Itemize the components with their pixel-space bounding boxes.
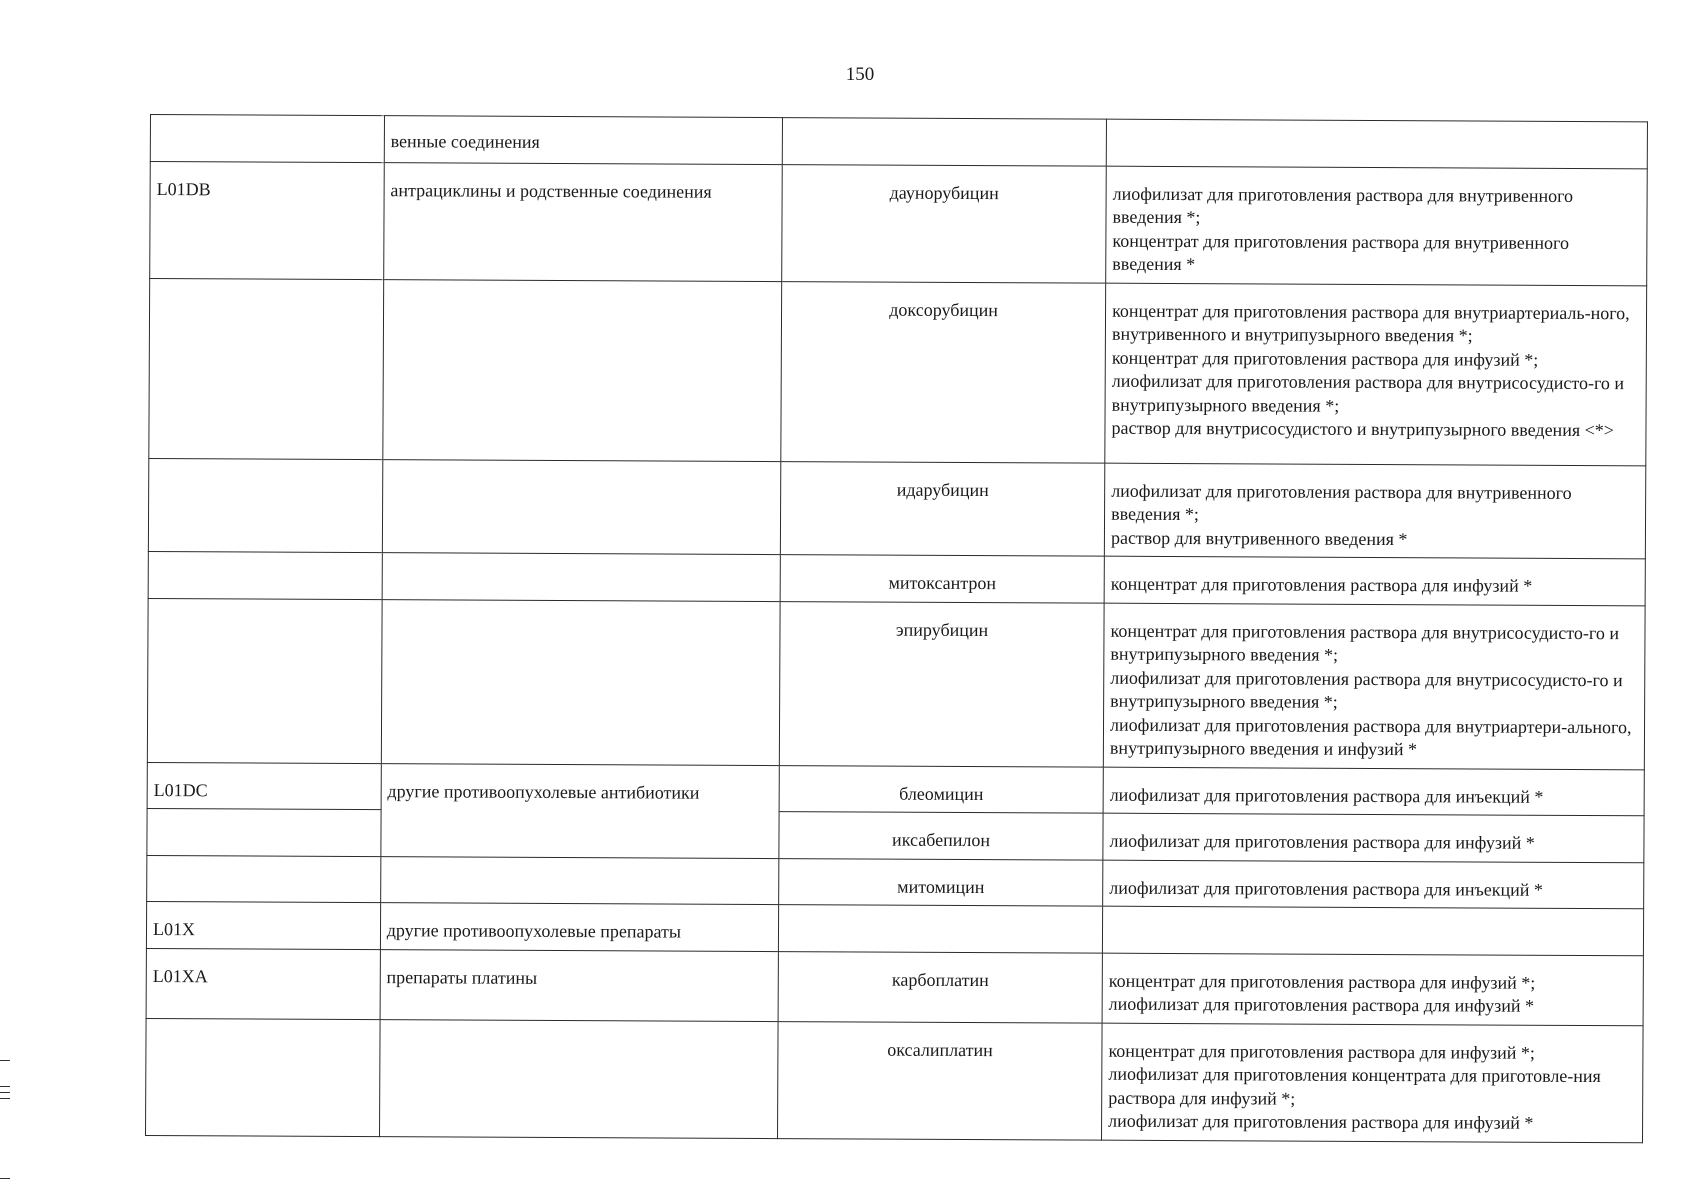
atc-code-cell xyxy=(149,278,384,459)
group-name-cell xyxy=(379,1019,778,1138)
dosage-form-line: лиофилизат для приготовления раствора для внутривенного введения *; xyxy=(1111,480,1572,525)
scan-margin-mark xyxy=(0,1092,10,1093)
dosage-form-line: концентрат для приготовления раствора для инфузий *; xyxy=(1108,1040,1536,1063)
dosage-form-line: лиофилизат для приготовления раствора для внутрисосудисто-го и внутрипузырного введения *; xyxy=(1111,370,1625,416)
dosage-forms-cell xyxy=(1106,166,1648,286)
table-row xyxy=(148,458,1645,559)
table-row xyxy=(146,1018,1644,1142)
dosage-form-line: концентрат для приготовления раствора для инфузий *; xyxy=(1108,970,1536,993)
group-name-cell xyxy=(382,459,781,554)
page-number: 150 xyxy=(845,64,875,85)
atc-code-cell xyxy=(147,598,382,763)
drug-name-cell: блеомицин xyxy=(779,765,1103,813)
dosage-form-line: раствор для внутривенного введения * xyxy=(1110,527,1408,549)
atc-code-cell xyxy=(147,808,381,856)
group-name-cell xyxy=(383,279,782,461)
dosage-form-line: лиофилизат для приготовления раствора для внутрисосудисто-го и внутрипузырного введения *; xyxy=(1110,667,1623,712)
drug-name-cell xyxy=(779,905,1103,953)
dosage-forms-cell xyxy=(1104,556,1645,605)
dosage-form-line: концентрат для приготовления раствора для внутривенного введения * xyxy=(1112,230,1570,275)
dosage-form-line: лиофилизат для приготовления раствора для инъекций * xyxy=(1109,877,1543,900)
atc-code-cell: L01DB xyxy=(150,161,384,279)
drug-name-cell: митомицин xyxy=(779,858,1103,906)
table-row xyxy=(150,161,1648,285)
dosage-form-line: раствор для внутрисосудистого и внутрипузырного введения <*> xyxy=(1111,417,1614,441)
dosage-forms-cell xyxy=(1104,463,1645,559)
table-row xyxy=(147,762,1644,816)
atc-code-cell xyxy=(148,458,382,553)
group-name-cell: другие противоопухолевые антибиотики xyxy=(381,763,780,858)
dosage-form-line: лиофилизат для приготовления раствора для внутривенного введения *; xyxy=(1112,183,1574,228)
drug-table xyxy=(145,114,1648,1143)
table-row xyxy=(148,551,1645,605)
drug-name-cell: карбоплатин xyxy=(778,951,1102,1023)
drug-name-cell: даунорубицин xyxy=(782,164,1106,283)
atc-code-cell: L01X xyxy=(146,901,380,949)
scan-margin-mark xyxy=(0,1086,10,1087)
drug-name-cell: митоксантрон xyxy=(780,555,1104,603)
atc-code-cell xyxy=(150,115,384,163)
group-name-cell: антрациклины и родственные соединения xyxy=(383,162,782,281)
group-name-cell xyxy=(380,856,779,904)
table-row xyxy=(146,901,1643,955)
table-row xyxy=(147,808,1644,862)
table-row xyxy=(150,115,1647,169)
dosage-forms-cell xyxy=(1103,860,1644,909)
dosage-forms-cell xyxy=(1102,953,1643,1026)
dosage-form-line: лиофилизат для приготовления раствора для инфузий * xyxy=(1108,1110,1534,1133)
atc-code-cell xyxy=(148,551,382,599)
drug-name-cell xyxy=(782,118,1106,166)
table-row xyxy=(147,598,1645,769)
drug-name-cell: идарубицин xyxy=(780,461,1104,556)
dosage-forms-cell xyxy=(1103,603,1645,770)
dosage-form-line: концентрат для приготовления раствора для инфузий *; xyxy=(1111,347,1539,370)
dosage-form-line: концентрат для приготовления раствора для инфузий * xyxy=(1110,573,1533,596)
dosage-forms-cell xyxy=(1102,906,1643,955)
dosage-forms-cell xyxy=(1105,283,1647,466)
dosage-form-line: лиофилизат для приготовления концентрата для приготовле-ния раствора для инфузий *; xyxy=(1108,1063,1601,1109)
group-name-cell xyxy=(382,553,781,601)
atc-code-cell: L01XA xyxy=(146,948,380,1019)
atc-code-cell: L01DC xyxy=(147,762,381,810)
scan-margin-mark xyxy=(0,1098,10,1099)
drug-name-cell: оксалиплатин xyxy=(778,1021,1102,1140)
atc-code-cell xyxy=(147,855,381,903)
dosage-form-line: лиофилизат для приготовления раствора для инъекций * xyxy=(1109,784,1544,807)
dosage-form-line: лиофилизат для приготовления раствора для инфузий * xyxy=(1109,830,1535,853)
group-name-cell: венные соединения xyxy=(384,116,783,164)
table-row xyxy=(149,278,1647,465)
dosage-forms-cell xyxy=(1102,1023,1644,1143)
dosage-forms-cell xyxy=(1106,119,1647,168)
scan-margin-mark xyxy=(0,1060,10,1061)
dosage-form-line: концентрат для приготовления раствора для внутрисосудисто-го и внутрипузырного введения *; xyxy=(1110,620,1620,665)
dosage-form-line: лиофилизат для приготовления раствора для инфузий * xyxy=(1108,993,1535,1016)
atc-code-cell xyxy=(146,1018,380,1136)
dosage-form-line: концентрат для приготовления раствора для внутриартериаль-ного, внутривенного и внутрипузырного введения *; xyxy=(1111,300,1630,346)
table-row xyxy=(146,948,1643,1025)
dosage-form-line: лиофилизат для приготовления раствора для внутриартери-ального, внутрипузырного введения и инфузий * xyxy=(1109,714,1632,760)
group-name-cell: препараты платины xyxy=(380,949,779,1021)
drug-name-cell: иксабепилон xyxy=(779,812,1103,860)
dosage-forms-cell xyxy=(1103,813,1644,862)
dosage-forms-cell xyxy=(1103,767,1644,816)
group-name-cell: другие противоопухолевые препараты xyxy=(380,903,779,951)
drug-name-cell: эпирубицин xyxy=(779,601,1104,767)
group-name-cell xyxy=(381,599,780,765)
drug-name-cell: доксорубицин xyxy=(781,281,1106,463)
scan-margin-mark xyxy=(0,1178,10,1179)
table-row xyxy=(147,855,1644,909)
